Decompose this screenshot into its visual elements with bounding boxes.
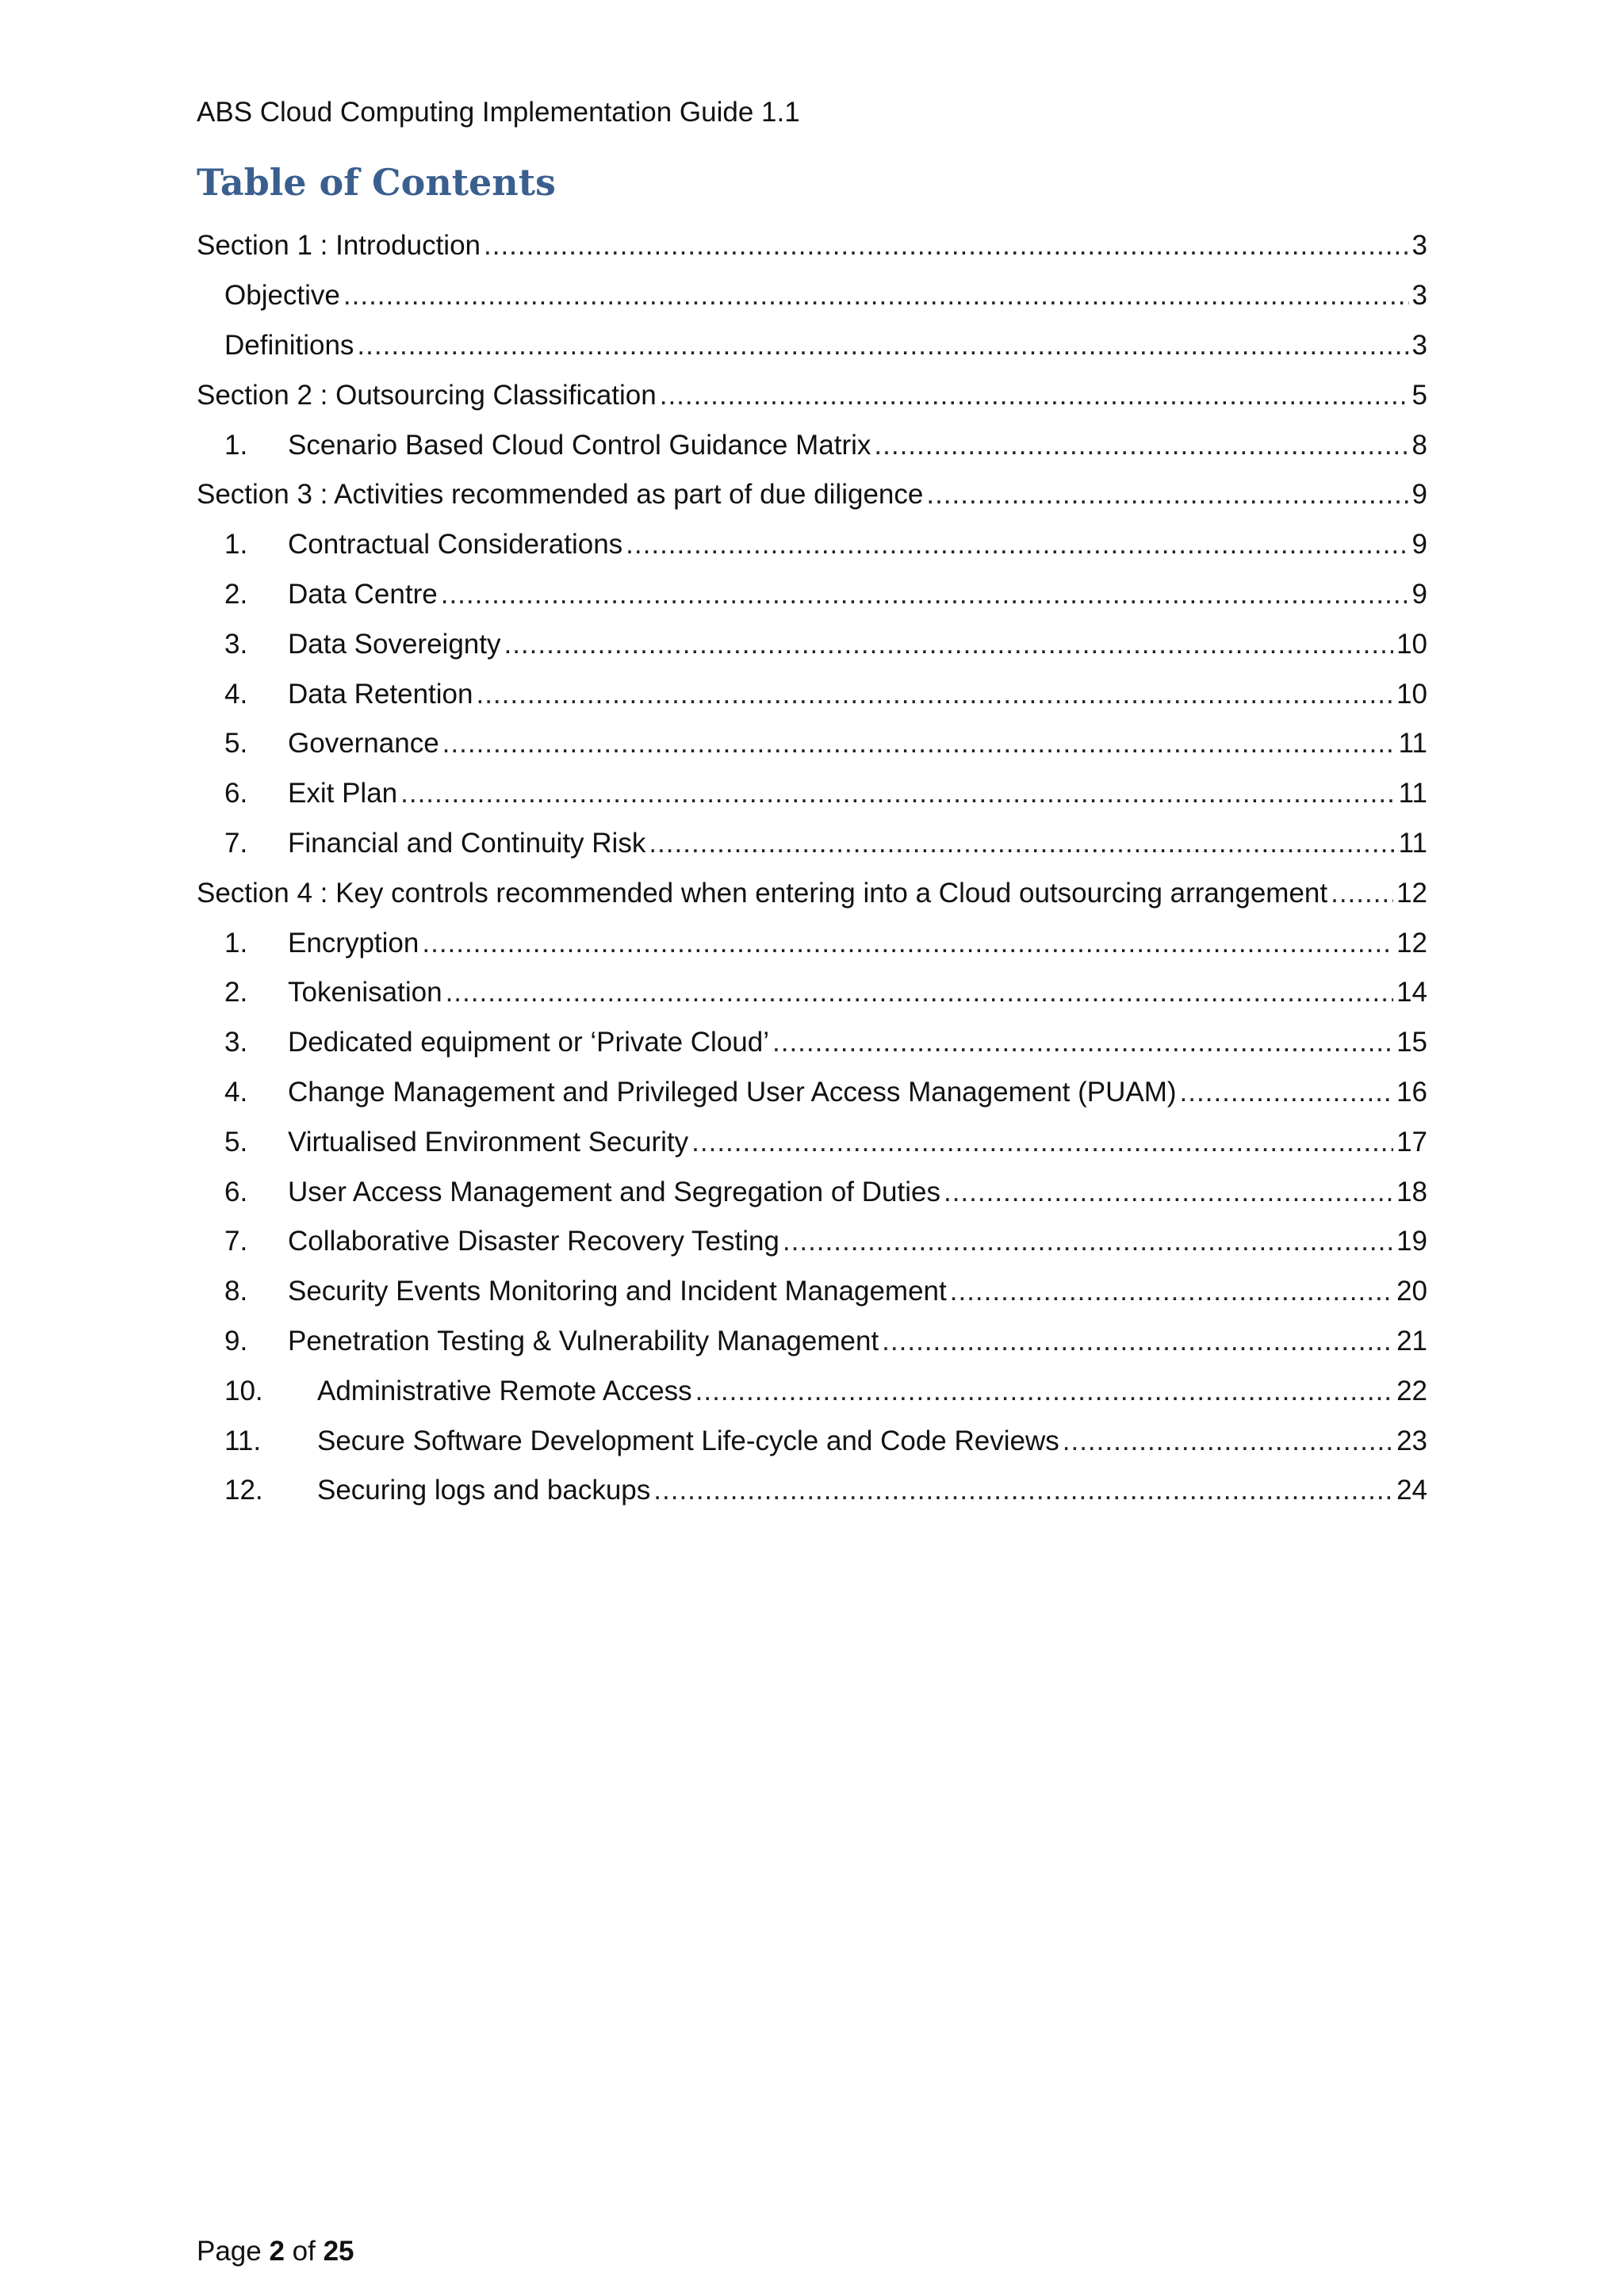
toc-entry-number: 8. [224,1276,248,1307]
toc-entry-page: 3 [1411,280,1427,312]
toc-entry[interactable] [197,1317,1427,1367]
toc-dot-leader [1180,1075,1394,1110]
toc-entry-page: 11 [1398,728,1427,760]
toc-entry[interactable] [197,968,1427,1018]
toc-entry-page: 14 [1396,977,1427,1008]
toc-entry[interactable] [197,321,1427,371]
toc-entry[interactable] [197,520,1427,570]
table-of-contents [197,221,1427,1516]
toc-entry-page: 3 [1411,329,1427,361]
toc-entry-page: 23 [1396,1425,1427,1456]
toc-entry-page: 10 [1396,678,1427,710]
toc-entry-label: Collaborative Disaster Recovery Testing [288,1226,779,1257]
footer-page-prefix: Page [197,2236,270,2267]
toc-entry-number: 3. [224,628,248,660]
toc-entry-page: 5 [1411,379,1427,411]
toc-entry-label: Section 2 : Outsourcing Classification [197,379,657,411]
toc-entry-number: 1. [224,529,248,561]
toc-entry-page: 9 [1411,479,1427,511]
toc-entry-label: Administrative Remote Access [317,1375,692,1406]
toc-entry-label: Security Events Monitoring and Incident Management [288,1276,947,1307]
toc-entry-label: Securing logs and backups [317,1475,651,1506]
toc-entry[interactable] [197,1267,1427,1317]
toc-entry-label: Section 1 : Introduction [197,230,481,262]
toc-entry[interactable] [197,370,1427,420]
toc-dot-leader [649,826,1395,861]
toc-entry-page: 17 [1396,1126,1427,1158]
toc-entry-label: Governance [288,728,439,760]
toc-entry[interactable] [197,470,1427,520]
toc-entry-label: Tokenisation [288,977,442,1008]
toc-entry-page: 8 [1411,429,1427,461]
toc-entry-number: 3. [224,1027,248,1058]
toc-entry-number: 4. [224,678,248,710]
toc-dot-leader [626,527,1408,562]
toc-entry[interactable] [197,1117,1427,1167]
toc-dot-leader [400,776,1396,811]
toc-dot-leader [660,378,1409,413]
toc-entry[interactable] [197,1068,1427,1118]
toc-title: Table of Contents [197,161,556,204]
toc-dot-leader [783,1224,1393,1259]
toc-entry-label: Encryption [288,927,419,959]
toc-entry[interactable] [197,769,1427,819]
toc-entry-page: 9 [1411,529,1427,561]
toc-entry[interactable] [197,1167,1427,1217]
toc-dot-leader [1331,876,1393,911]
toc-entry-number: 6. [224,778,248,809]
toc-dot-leader [504,627,1393,662]
toc-entry[interactable] [197,1366,1427,1416]
toc-entry-number: 2. [224,977,248,1008]
toc-dot-leader [772,1025,1393,1060]
toc-entry[interactable] [197,1018,1427,1068]
toc-entry[interactable] [197,918,1427,968]
running-header: ABS Cloud Computing Implementation Guide 1.1 [197,97,800,128]
toc-entry-page: 12 [1396,877,1427,909]
toc-entry-number: 5. [224,1126,248,1158]
toc-dot-leader [882,1324,1393,1359]
toc-entry-number: 6. [224,1176,248,1207]
toc-entry-label: Section 3 : Activities recommended as part of due diligence [197,479,924,511]
toc-entry-label: User Access Management and Segregation of Duties [288,1176,940,1207]
toc-entry-number: 11. [224,1425,262,1456]
toc-entry-label: Objective [224,280,340,312]
toc-dot-leader [476,677,1393,712]
toc-entry-number: 9. [224,1325,248,1357]
toc-entry-label: Contractual Considerations [288,529,623,561]
toc-entry-label: Change Management and Privileged User Access Management (PUAM) [288,1076,1177,1108]
toc-entry-page: 3 [1411,230,1427,262]
toc-entry[interactable] [197,221,1427,271]
footer-current-page: 2 [269,2236,285,2267]
toc-dot-leader [1063,1424,1393,1459]
toc-entry[interactable] [197,619,1427,669]
toc-entry-page: 15 [1396,1027,1427,1058]
toc-entry-label: Definitions [224,329,354,361]
toc-entry[interactable] [197,1416,1427,1466]
toc-entry-label: Virtualised Environment Security [288,1126,689,1158]
toc-entry-number: 2. [224,578,248,610]
toc-entry-label: Exit Plan [288,778,398,809]
toc-entry[interactable] [197,420,1427,470]
toc-dot-leader [441,577,1409,612]
toc-entry[interactable] [197,1466,1427,1516]
toc-entry-number: 7. [224,1226,248,1257]
toc-entry-page: 9 [1411,578,1427,610]
toc-dot-leader [926,477,1408,512]
toc-dot-leader [691,1125,1393,1160]
toc-entry-number: 1. [224,927,248,959]
page-footer [197,2234,354,2269]
toc-entry-page: 24 [1396,1475,1427,1506]
toc-entry-number: 12. [224,1475,263,1506]
toc-dot-leader [343,278,1409,313]
toc-entry[interactable] [197,271,1427,321]
toc-entry-page: 11 [1398,778,1427,809]
toc-dot-leader [442,726,1396,761]
toc-entry-page: 18 [1396,1176,1427,1207]
footer-page-separator: of [284,2236,324,2267]
toc-entry-label: Dedicated equipment or ‘Private Cloud’ [288,1027,769,1058]
toc-entry[interactable] [197,570,1427,620]
toc-entry-label: Penetration Testing & Vulnerability Management [288,1325,879,1357]
toc-entry[interactable] [197,719,1427,769]
toc-entry-number: 4. [224,1076,248,1108]
toc-dot-leader [484,228,1409,263]
toc-dot-leader [874,428,1408,463]
toc-entry-number: 5. [224,728,248,760]
toc-entry-page: 20 [1396,1276,1427,1307]
toc-entry-page: 16 [1396,1076,1427,1108]
toc-entry-label: Financial and Continuity Risk [288,827,646,859]
toc-entry-label: Scenario Based Cloud Control Guidance Matrix [288,429,871,461]
toc-entry-page: 21 [1396,1325,1427,1357]
toc-entry-page: 12 [1396,927,1427,959]
toc-entry-label: Data Retention [288,678,473,710]
toc-dot-leader [944,1175,1393,1210]
toc-entry-label: Data Sovereignty [288,628,501,660]
toc-entry-page: 11 [1398,827,1427,859]
toc-entry[interactable] [197,669,1427,719]
toc-entry[interactable] [197,868,1427,918]
toc-dot-leader [653,1473,1393,1508]
toc-entry-number: 10. [224,1375,263,1406]
toc-entry-page: 19 [1396,1226,1427,1257]
toc-entry-page: 10 [1396,628,1427,660]
toc-dot-leader [950,1274,1393,1309]
toc-dot-leader [695,1374,1393,1409]
toc-dot-leader [446,975,1393,1010]
toc-entry-label: Secure Software Development Life-cycle and Code Reviews [317,1425,1059,1456]
toc-entry-number: 7. [224,827,248,859]
toc-entry-page: 22 [1396,1375,1427,1406]
toc-entry-label: Data Centre [288,578,438,610]
toc-dot-leader [422,926,1393,961]
toc-entry[interactable] [197,1217,1427,1267]
toc-entry[interactable] [197,819,1427,869]
toc-entry-label: Section 4 : Key controls recommended when entering into a Cloud outsourcing arrangement [197,877,1328,909]
footer-total-pages: 25 [323,2236,354,2267]
toc-entry-number: 1. [224,429,248,461]
toc-dot-leader [357,328,1408,363]
